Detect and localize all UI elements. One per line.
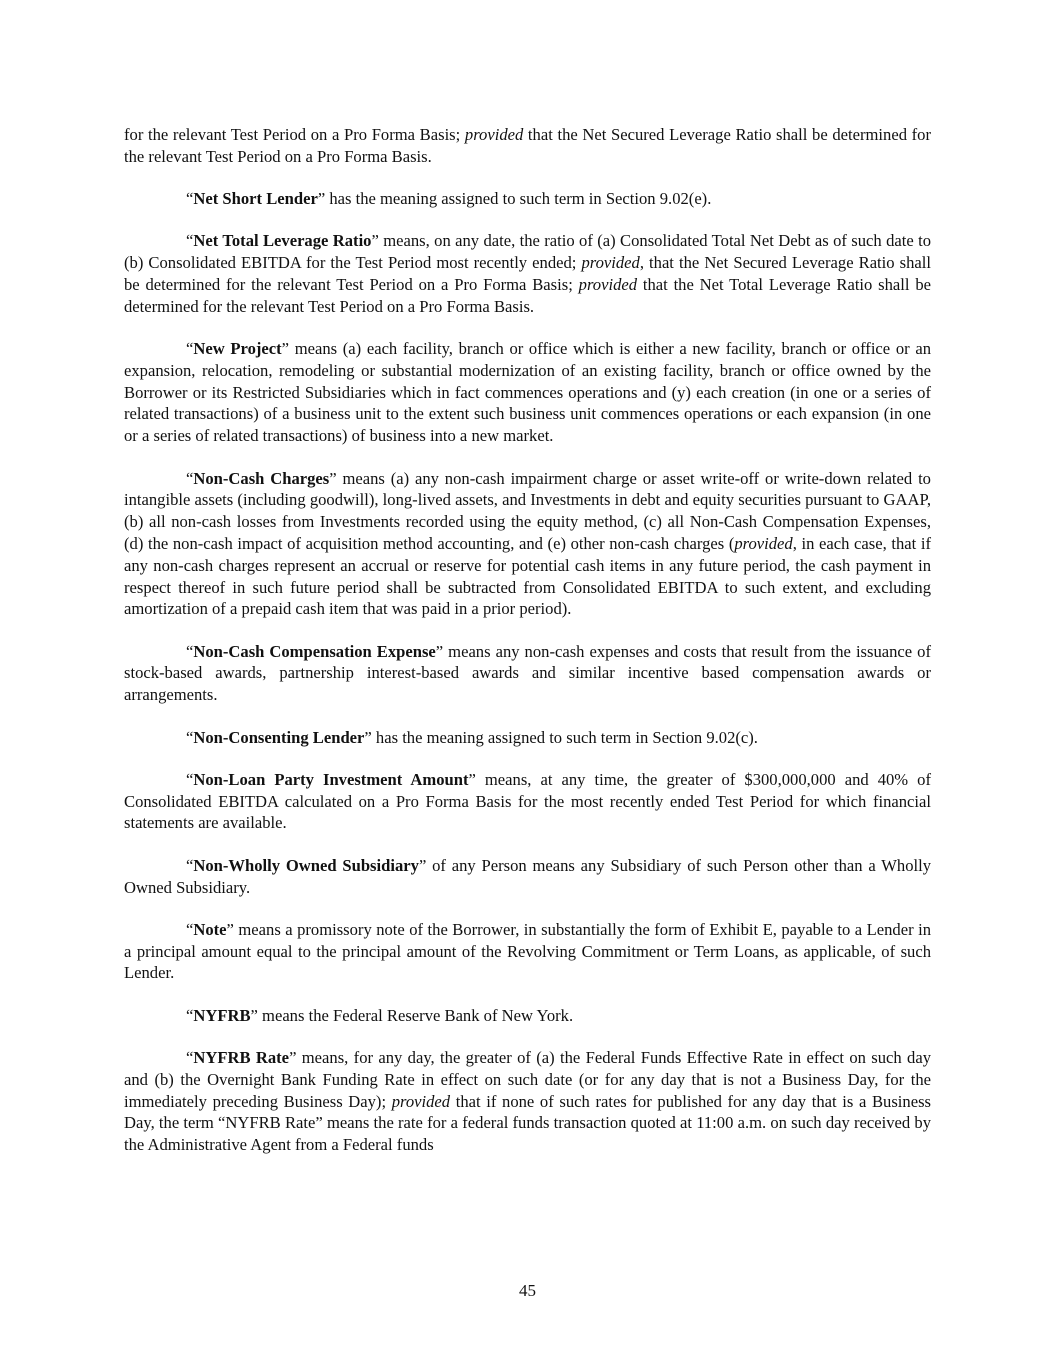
defined-term: Non-Consenting Lender — [193, 727, 365, 747]
defined-term: Non-Cash Charges — [193, 468, 330, 488]
defined-term: Non-Wholly Owned Subsidiary — [193, 855, 419, 875]
paragraph-text: “ — [186, 1005, 194, 1025]
document-body — [124, 124, 931, 1176]
definition-paragraph — [124, 919, 931, 984]
defined-term: NYFRB — [193, 1005, 251, 1025]
paragraph-text: that if none of such rates for published for any day that is a Business Day, the term “NYFRB Rate” means the rate for a federal funds transaction quoted at 11:00 a.m. on such day received by the Administrative Agent from a Federal funds — [124, 1091, 931, 1155]
paragraph-text: ” means (a) each facility, branch or office which is either a new facility, branch or office or an expansion, relocation, remodeling or substantial modernization of an existing facility, branch or office owned by the Borrower or its Restricted Subsidiaries which in fact commences operations and (y) each creation (in one or a series of related transactions) of a business unit to the extent such business unit commences operations or each expansion (in one or a series of related transactions) of business into a new market. — [124, 339, 931, 446]
paragraph-text: ” has the meaning assigned to such term in Section 9.02(e). — [317, 189, 712, 209]
italic-text: provided — [734, 533, 793, 553]
definition-paragraph — [124, 338, 931, 447]
paragraph-text: ” has the meaning assigned to such term in Section 9.02(c). — [364, 727, 758, 747]
definition-paragraph — [124, 641, 931, 706]
paragraph-text: ” means any non-cash expenses and costs that result from the issuance of stock-based awards, partnership interest-based awards and similar incentive based compensation awards or arrangements. — [124, 641, 932, 705]
paragraph-text: “ — [186, 727, 194, 747]
italic-text: provided — [464, 125, 524, 144]
defined-term: Net Total Leverage Ratio — [193, 231, 372, 251]
defined-term: Note — [193, 919, 227, 939]
paragraph-text: “ — [186, 231, 194, 251]
paragraph-text: for the relevant Test Period on a Pro Forma Basis; — [124, 125, 465, 144]
paragraph-text: ” means the Federal Reserve Bank of New York. — [250, 1005, 574, 1025]
paragraph-text: , that the Net Secured Leverage Ratio shall be determined for the relevant Test Period on a Pro Forma Basis; — [124, 253, 931, 294]
paragraph-text: that the Net Total Leverage Ratio shall be determined for the relevant Test Period on a Pro Forma Basis. — [124, 274, 932, 316]
paragraph-text: ” means a promissory note of the Borrower, in substantially the form of Exhibit E, payable to a Lender in a principal amount equal to the principal amount of the Revolving Commitment or Term Loans, as applicable, of such Lender. — [124, 919, 931, 983]
italic-text: provided — [391, 1091, 451, 1111]
italic-text: provided — [581, 253, 640, 273]
paragraph-text: ” means, on any date, the ratio of (a) Consolidated Total Net Debt as of such date to (b) Consolidated EBITDA for the Test Period most recently ended; — [124, 231, 931, 273]
paragraph-text: ” means, at any time, the greater of $300,000,000 and 40% of Consolidated EBITDA calculated on a Pro Forma Basis for the most recently ended Test Period for which financial statements are available. — [124, 769, 931, 833]
paragraph-text: “ — [186, 1048, 194, 1067]
paragraph-text: that the Net Secured Leverage Ratio shall be determined for the relevant Test Period on a Pro Forma Basis. — [124, 125, 931, 166]
paragraph-text: “ — [186, 189, 194, 209]
paragraph-text: ” of any Person means any Subsidiary of such Person other than a Wholly Owned Subsidiary. — [124, 855, 932, 897]
definition-paragraph — [124, 188, 931, 210]
defined-term: New Project — [193, 339, 282, 359]
defined-term: Net Short Lender — [193, 189, 318, 209]
italic-text: provided — [578, 274, 638, 294]
paragraph-text: “ — [186, 339, 194, 359]
paragraph-text: “ — [186, 641, 194, 661]
definition-paragraph — [124, 1005, 931, 1027]
paragraph-text: “ — [186, 919, 194, 939]
defined-term: NYFRB Rate — [193, 1048, 290, 1067]
paragraph-text: ” means (a) any non-cash impairment charge or asset write-off or write-down related to intangible assets (including goodwill), long-lived assets, and Investments in debt and equity securities pursuant to GAAP, (b) all non-cash losses from Investments recorded using the equity method, (c) all Non-Cash Compensation Expenses, (d) the non-cash impact of acquisition method accounting, and (e) other non-cash charges ( — [124, 468, 931, 553]
definition-paragraph — [124, 230, 931, 317]
paragraph-text: “ — [186, 468, 194, 488]
defined-term: Non-Cash Compensation Expense — [193, 641, 436, 661]
paragraph-text: , in each case, that if any non-cash charges represent an accrual or reserve for potential cash items in any future period, the cash payment in respect thereof in such future period shall be subtracted from Consolidated EBITDA to such extent, and excluding amortization of a prepaid cash item that was paid in a prior period). — [124, 533, 931, 619]
definition-paragraph — [124, 468, 931, 621]
paragraph-text: ” means, for any day, the greater of (a) the Federal Funds Effective Rate in effect on such day and (b) the Overnight Bank Funding Rate in effect on such date (or for any day that is not a Business Day, for the immediately preceding Business Day); — [124, 1048, 931, 1111]
definition-paragraph — [124, 1047, 931, 1156]
definition-paragraph — [124, 769, 931, 834]
continued-paragraph — [124, 124, 931, 168]
paragraph-text: “ — [186, 769, 194, 789]
definition-paragraph — [124, 727, 931, 749]
definition-paragraph — [124, 855, 931, 899]
paragraph-text: “ — [186, 855, 194, 875]
page-number: 45 — [519, 1281, 536, 1300]
defined-term: Non-Loan Party Investment Amount — [193, 769, 469, 789]
